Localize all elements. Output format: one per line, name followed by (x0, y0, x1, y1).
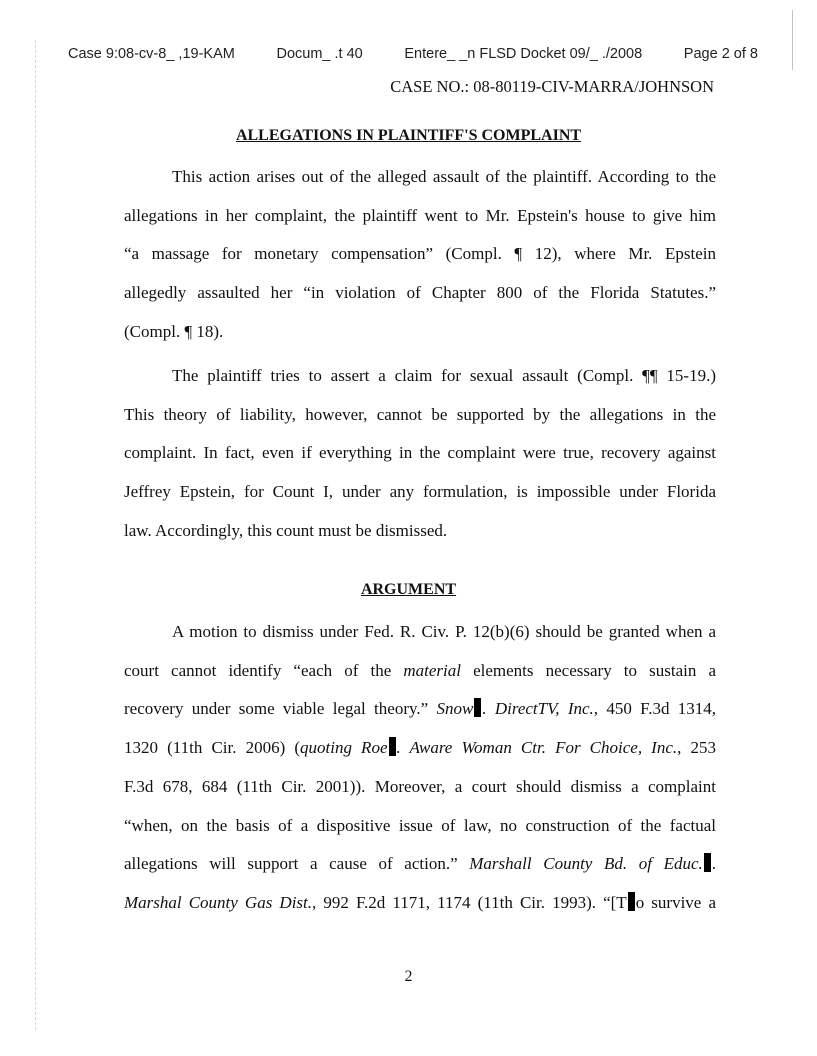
redaction-mark (474, 698, 481, 717)
text-line: This theory of liability, however, cannot be supported by the allegations in the (124, 404, 716, 424)
text-line: This action arises out of the alleged assault of the plaintiff. According to the (172, 167, 716, 186)
paragraph-theory (124, 357, 716, 551)
stamp-case: Case 9:08-cv-8_ ,19-KAM (68, 46, 235, 62)
scan-edge-right (792, 10, 793, 70)
text-line: Marshal County Gas Dist., 992 F.2d 1171, 1174 (11th Cir. 1993). “[T o survive a (124, 892, 716, 912)
paragraph-allegations (124, 158, 716, 352)
heading-allegations: ALLEGATIONS IN PLAINTIFF'S COMPLAINT (235, 127, 582, 144)
text-line: recovery under some viable legal theory.” Snow . DirectTV, Inc., 450 F.3d 1314, (124, 699, 717, 719)
text-line: 1320 (11th Cir. 2006) (quoting Roe . Aware Woman Ctr. For Choice, Inc., 253 (124, 738, 716, 758)
redaction-mark (389, 737, 396, 756)
stamp-document: Docum_ .t 40 (276, 46, 363, 62)
stamp-page: Page 2 of 8 (683, 46, 758, 62)
text-line: The plaintiff tries to assert a claim for sexual assault (Compl. ¶¶ 15-19.) (172, 366, 716, 385)
text-line: “when, on the basis of a dispositive issue of law, no construction of the factual (124, 815, 716, 835)
text-line: (Compl. ¶ 18). (124, 321, 224, 341)
text-line: allegedly assaulted her “in violation of Chapter 800 of the Florida Statutes.” (124, 283, 716, 303)
paragraph-argument (124, 613, 716, 923)
text-line: F.3d 678, 684 (11th Cir. 2001)). Moreover, a court should dismiss a complaint (124, 776, 716, 796)
court-filing-stamp (68, 46, 758, 62)
text-line: Jeffrey Epstein, for Count I, under any formulation, is impossible under Florida (124, 482, 716, 502)
text-line: complaint. In fact, even if everything in the complaint were true, recovery against (124, 443, 716, 463)
text-line: “a massage for monetary compensation” (Compl. ¶ 12), where Mr. Epstein (124, 244, 716, 264)
redaction-mark (704, 853, 711, 872)
scan-edge-left (35, 40, 36, 1030)
text-line: law. Accordingly, this count must be dismissed. (124, 520, 448, 540)
stamp-entered: Entere_ _n FLSD Docket 09/_ ./2008 (404, 46, 643, 62)
text-line: allegations will support a cause of action.” Marshall County Bd. of Educ. . (124, 854, 716, 874)
text-line: court cannot identify “each of the material elements necessary to sustain a (124, 660, 716, 680)
redaction-mark (628, 892, 635, 911)
case-number: CASE NO.: 08-80119-CIV-MARRA/JOHNSON (390, 77, 714, 96)
text-line: A motion to dismiss under Fed. R. Civ. P. 12(b)(6) should be granted when a (172, 622, 716, 641)
text-line: allegations in her complaint, the plaintiff went to Mr. Epstein's house to give him (124, 205, 716, 225)
page-number: 2 (404, 968, 413, 985)
heading-argument: ARGUMENT (360, 581, 457, 598)
